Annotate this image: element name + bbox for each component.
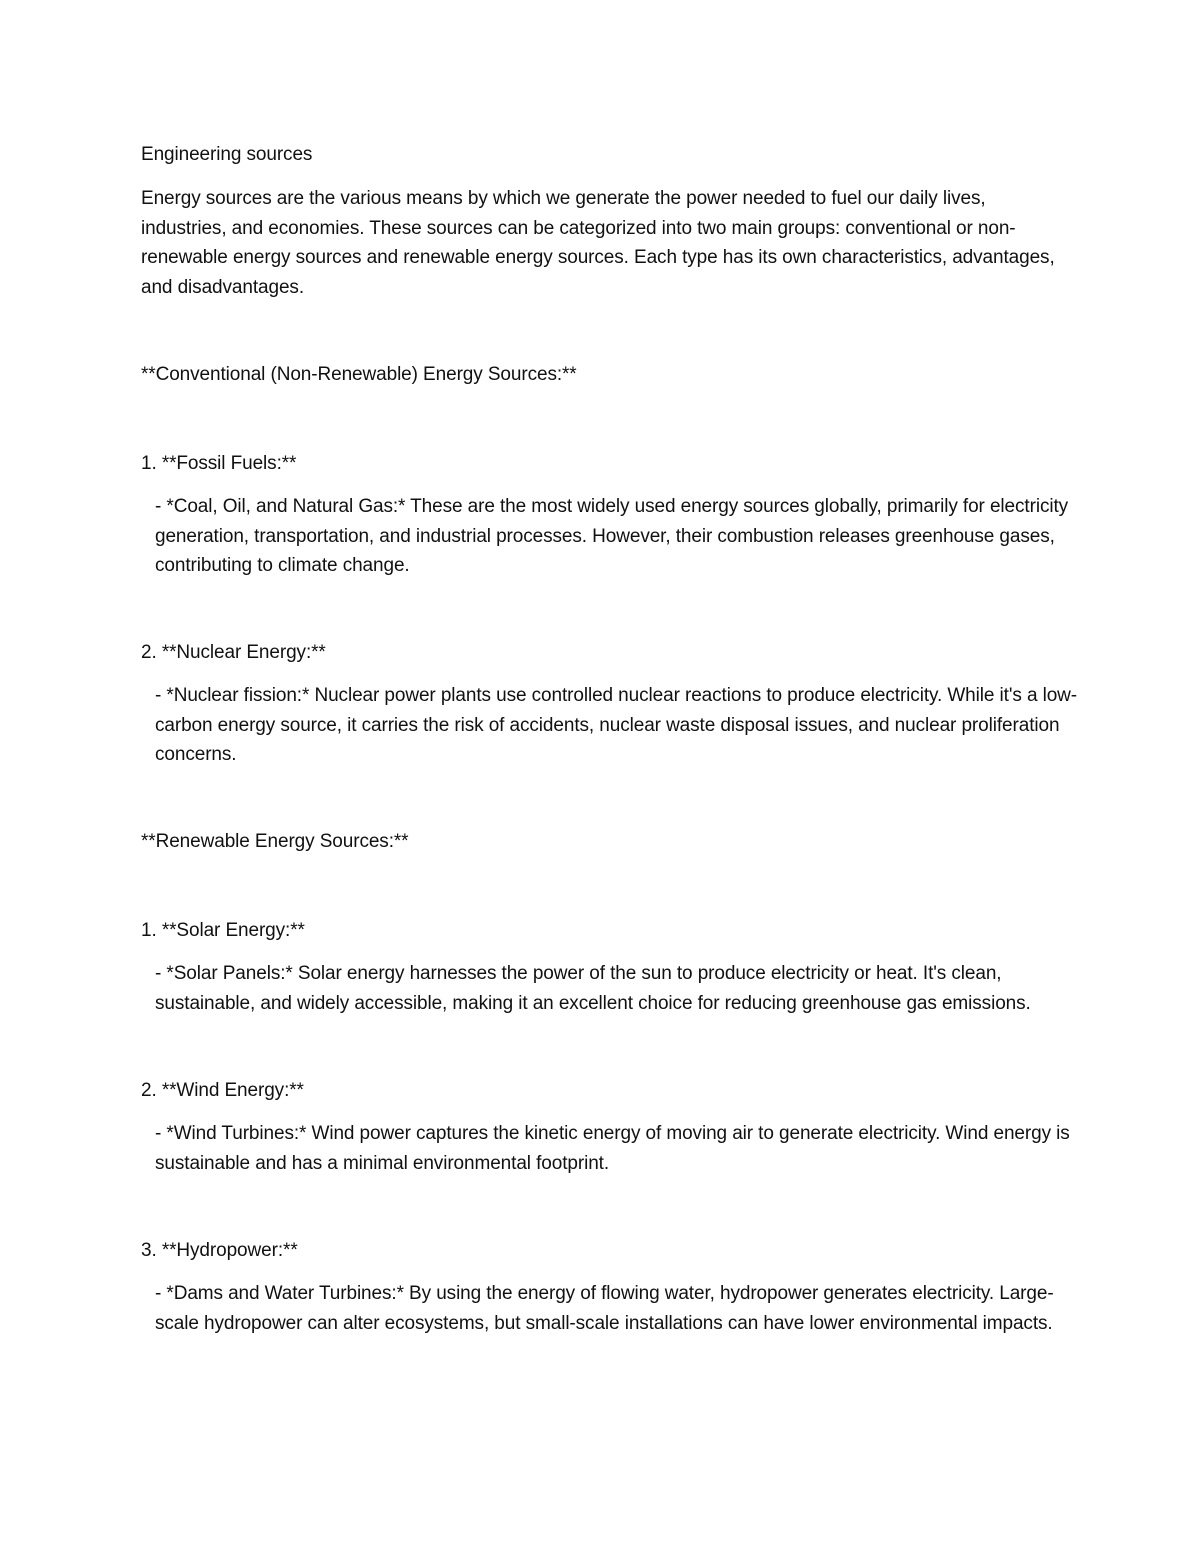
item-detail-hydropower (141, 1279, 1080, 1338)
section-heading-conventional: **Conventional (Non-Renewable) Energy Sources:** (141, 364, 577, 385)
item-heading-hydropower: 3. **Hydropower:** (141, 1240, 298, 1261)
item-detail-nuclear-energy-text: - *Nuclear fission:* Nuclear power plants use controlled nuclear reactions to produce electricity. While it's a low-carbon energy source, it carries the risk of accidents, nuclear waste disposal issues, and nuclear proliferation concerns. (155, 685, 1078, 765)
section-heading-renewable: **Renewable Energy Sources:** (141, 831, 409, 852)
item-detail-solar-energy-text: - *Solar Panels:* Solar energy harnesses the power of the sun to produce electricity or heat. It's clean, sustainable, and widely accessible, making it an excellent choice for reducing greenhouse gas emissions. (155, 963, 1031, 1014)
item-detail-fossil-fuels-text: - *Coal, Oil, and Natural Gas:* These are the most widely used energy sources globally, primarily for electricity generation, transportation, and industrial processes. However, their combustion releases greenhouse gases, contributing to climate change. (155, 496, 1069, 576)
item-detail-solar-energy (141, 959, 1080, 1018)
item-heading-fossil-fuels: 1. **Fossil Fuels:** (141, 453, 297, 474)
item-heading-wind-energy: 2. **Wind Energy:** (141, 1080, 304, 1101)
item-detail-nuclear-energy (141, 681, 1080, 770)
item-heading-solar-energy: 1. **Solar Energy:** (141, 920, 305, 941)
intro-paragraph: Energy sources are the various means by which we generate the power needed to fuel our daily lives, industries, and economies. These sources can be categorized into two main groups: conventional or non-renewable energy sources and renewable energy sources. Each type has its own characteristics, advantages, and disadvantages. (141, 188, 1055, 298)
item-detail-wind-energy (141, 1119, 1080, 1178)
item-detail-wind-energy-text: - *Wind Turbines:* Wind power captures the kinetic energy of moving air to generate electricity. Wind energy is sustainable and has a minimal environmental footprint. (155, 1123, 1070, 1174)
document-title: Engineering sources (141, 144, 313, 165)
item-heading-nuclear-energy: 2. **Nuclear Energy:** (141, 642, 326, 663)
item-detail-fossil-fuels (141, 492, 1080, 581)
item-detail-hydropower-text: - *Dams and Water Turbines:* By using the energy of flowing water, hydropower generates electricity. Large-scale hydropower can alter ecosystems, but small-scale installations can have lower environmental impacts. (155, 1283, 1054, 1334)
